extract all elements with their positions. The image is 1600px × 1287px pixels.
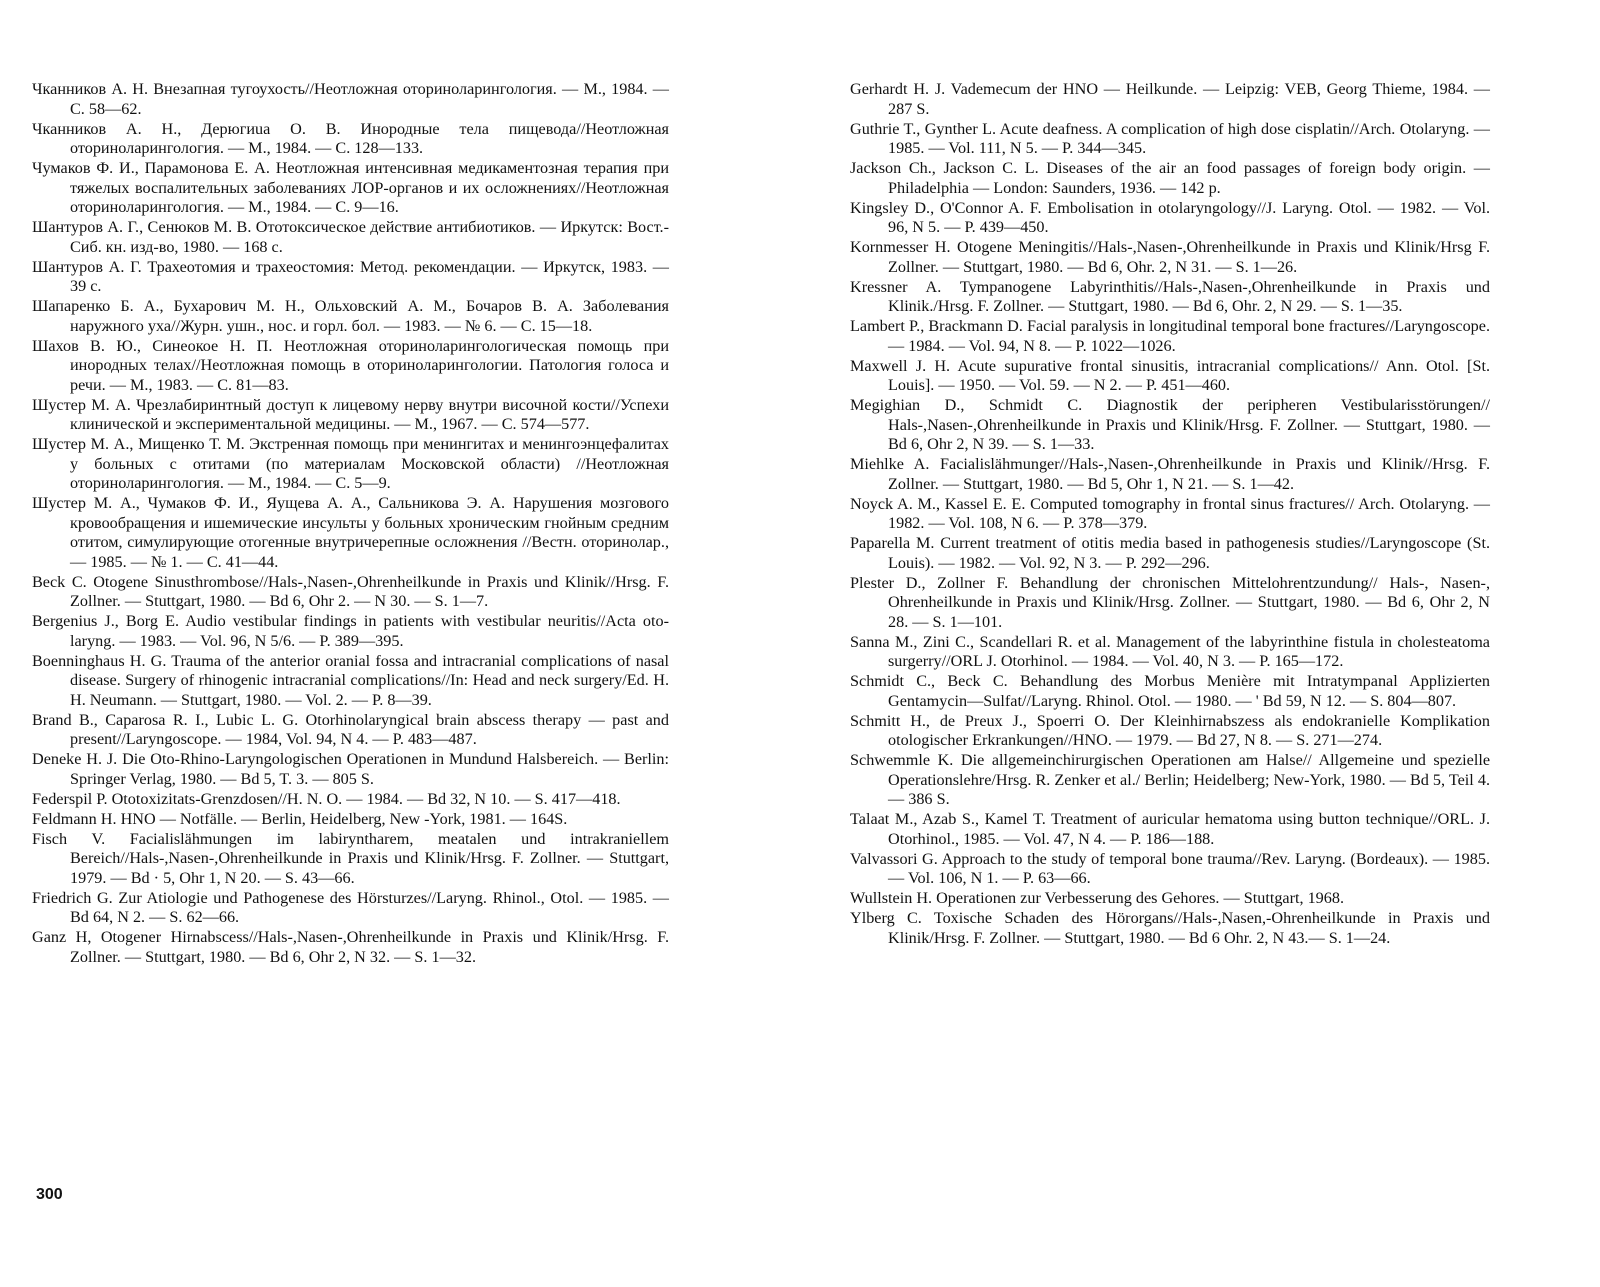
reference-entry: Schmidt C., Beck C. Behandlung des Morbus Menière mit Intratympanal Applizierten Gentamycin—Sulfat//Laryng. Rhinol. Otol. — 1980. — ' Bd 59, N 12. — S. 804—807. bbox=[850, 672, 1490, 710]
reference-entry: Schmitt H., de Preux J., Spoerri O. Der Kleinhirnabszess als endokranielle Komplikation otologischer Erkrankungen//HNO. — 1979. — Bd 27, N 8. — S. 271—274. bbox=[850, 711, 1490, 749]
reference-entry: Lambert P., Brackmann D. Facial paralysis in longitudinal temporal bone fractures//Laryngoscope. — 1984. — Vol. 94, N 8. — P. 1022—1026. bbox=[850, 317, 1490, 355]
reference-entry: Bergenius J., Borg E. Audio vestibular findings in patients with vestibular neuritis//Acta oto-laryng. — 1983. — Vol. 96, N 5/6. — P. 389—395. bbox=[32, 612, 669, 650]
reference-entry: Ganz H, Otogener Hirnabscess//Hals-,Nasen-,Ohrenheilkunde in Praxis und Klinik/Hrsg. F. Zollner. — Stuttgart, 1980. — Bd 6, Ohr 2, N 32. — S. 1—32. bbox=[32, 928, 669, 966]
reference-entry: Чумаков Ф. И., Парамонова Е. А. Неотложная интенсивная медикаментозная терапия при тяжелых воспалительных заболеваниях ЛОР-органов и их осложнениях//Неотложная оториноларингология. — М., 1984. — С. 9—16. bbox=[32, 159, 669, 216]
reference-entry: Шантуров А. Г. Трахеотомия и трахеостомия: Метод. рекомендации. — Иркутск, 1983. — 39 с. bbox=[32, 257, 669, 295]
reference-entry: Fisch V. Facialislähmungen im labiryntharem, meatalen und intrakraniellem Bereich//Hals-,Nasen-,Ohrenheilkunde in Praxis und Klinik/Hrsg. F. Zollner. — Stuttgart, 1979. — Bd · 5, Ohr 1, N 20. — S. 43—66. bbox=[32, 829, 669, 887]
reference-entry: Шапаренко Б. А., Бухарович М. Н., Ольховский А. М., Бочаров В. А. Заболевания наружного уха//Журн. ушн., нос. и горл. бол. — 1983. — № 6. — С. 15—18. bbox=[32, 297, 669, 335]
reference-entry: Valvassori G. Approach to the study of temporal bone trauma//Rev. Laryng. (Bordeaux). — 1985. — Vol. 106, N 1. — P. 63—66. bbox=[850, 849, 1490, 887]
reference-entry: Deneke H. J. Die Oto-Rhino-Laryngologischen Operationen in Mundund Halsbereich. — Berlin: Springer Verlag, 1980. — Bd 5, T. 3. — 805 S. bbox=[32, 750, 669, 788]
reference-entry: Kressner A. Tympanogene Labyrinthitis//Hals-,Nasen-,Ohrenheilkunde in Praxis und Klinik./Hrsg. F. Zollner. — Stuttgart, 1980. — Bd 6, Ohr. 2, N 29. — S. 1—35. bbox=[850, 277, 1490, 315]
reference-entry: Шахов В. Ю., Синеокое Н. П. Неотложная оториноларингологическая помощь при инородных телах//Неотложная помощь в оториноларингологии. Патология голоса и речи. — М., 1983. — С. 81—83. bbox=[32, 336, 669, 394]
reference-entry: Jackson Ch., Jackson C. L. Diseases of the air an food passages of foreign body origin. — Philadelphia — London: Saunders, 1936. — 142 p. bbox=[850, 159, 1490, 197]
reference-entry: Sanna M., Zini C., Scandellari R. et al. Management of the labyrinthine fistula in cholesteatoma surgerry//ORL J. Otorhinol. — 1984. — Vol. 40, N 3. — P. 165—172. bbox=[850, 632, 1490, 670]
reference-entry: Шустер М. А., Мищенко Т. М. Экстренная помощь при менингитах и менингоэнцефалитах у больных с отитами (по материалам Московской области) //Неотложная оториноларингология. — М., 1984. — С. 5—9. bbox=[32, 435, 669, 492]
reference-entry: Boenninghaus H. G. Trauma of the anterior oranial fossa and intracranial complications of nasal disease. Surgery of rhinogenic intracranial complications//In: Head and neck surgery/Ed. H. H. Neumann. — Stuttgart, 1980. — Vol. 2. — P. 8—39. bbox=[32, 651, 669, 709]
reference-entry: Чканников А. Н. Внезапная тугоухость//Неотложная оториноларингология. — М., 1984. — С. 58—62. bbox=[32, 80, 669, 118]
reference-entry: Beck С. Otogene Sinusthrombose//Hals-,Nasen-,Ohrenheilkunde in Praxis und Klinik//Hrsg. F. Zollner. — Stuttgart, 1980. — Bd 6, Ohr 2. — N 30. — S. 1—7. bbox=[32, 572, 669, 610]
reference-entry: Megighian D., Schmidt C. Diagnostik der peripheren Vestibularisstörungen// Hals-,Nasen-,Ohrenheilkunde in Praxis und Klinik/Hrsg. F. Zollner. — Stuttgart, 1980. — Bd 6, Ohr 2, N 39. — S. 1—33. bbox=[850, 396, 1490, 453]
reference-entry: Kornmesser H. Otogene Meningitis//Hals-,Nasen-,Ohrenheilkunde in Praxis und Klinik/Hrsg F. Zollner. — Stuttgart, 1980. — Bd 6, Ohr. 2, N 31. — S. 1—26. bbox=[850, 238, 1490, 276]
reference-entry: Noyck A. M., Kassel E. E. Computed tomography in frontal sinus fractures// Arch. Otolaryng. — 1982. — Vol. 108, N 6. — P. 378—379. bbox=[850, 494, 1490, 532]
reference-entry: Шустер М. А. Чрезлабиринтный доступ к лицевому нерву внутри височной кости//Успехи клинической и экспериментальной медицины. — М., 1967. — С. 574—577. bbox=[32, 395, 669, 433]
reference-entry: Paparella M. Current treatment of otitis media based in pathogenesis studies//Laryngoscope (St. Louis). — 1982. — Vol. 92, N 3. — P. 292—296. bbox=[850, 534, 1490, 572]
reference-entry: Schwemmle K. Die allgemeinchirurgischen Operationen am Halse// Allgemeine und spezielle Operationslehre/Hrsg. R. Zenker et al./ Berlin; Heidelberg; New-York, 1980. — Bd 5, Teil 4. — 386 S. bbox=[850, 751, 1490, 808]
bibliography-left-column bbox=[32, 80, 669, 968]
reference-entry: Plester D., Zollner F. Behandlung der chronischen Mittelohrentzundung// Hals-, Nasen-, Ohrenheilkunde in Praxis und Klinik/Hrsg. Zollner. — Stuttgart, 1980. — Bd 6, Ohr 2, N 28. — S. 1—101. bbox=[850, 573, 1490, 631]
reference-entry: Talaat M., Azab S., Kamel T. Treatment of auricular hematoma using button technique//ORL. J. Otorhinol., 1985. — Vol. 47, N 4. — P. 186—188. bbox=[850, 810, 1490, 848]
reference-entry: Brand B., Caparosa R. I., Lubic L. G. Otorhinolaryngical brain abscess therapy — past and present//Laryngoscope. — 1984, Vol. 94, N 4. — P. 483—487. bbox=[32, 710, 669, 748]
reference-entry: Gerhardt H. J. Vademecum der HNO — Heilkunde. — Leipzig: VEB, Georg Thieme, 1984. — 287 S. bbox=[850, 80, 1490, 118]
reference-entry: Kingsley D., O'Connor A. F. Embolisation in otolaryngology//J. Laryng. Otol. — 1982. — Vol. 96, N 5. — P. 439—450. bbox=[850, 198, 1490, 236]
reference-entry: Federspil P. Ototoxizitats-Grenzdosen//H. N. O. — 1984. — Bd 32, N 10. — S. 417—418. bbox=[32, 789, 621, 808]
reference-entry: Maxwell J. H. Acute supurative frontal sinusitis, intracranial complications// Ann. Otol. [St. Louis]. — 1950. — Vol. 59. — N 2. — P. 451—460. bbox=[850, 356, 1490, 394]
reference-entry: Wullstein H. Operationen zur Verbesserung des Gehores. — Stuttgart, 1968. bbox=[850, 889, 1345, 907]
reference-entry: Ylberg C. Toxische Schaden des Hörorgans//Hals-,Nasen,-Ohrenheilkunde in Praxis und Klinik/Hrsg. F. Zollner. — Stuttgart, 1980. — Bd 6 Ohr. 2, N 43.— S. 1—24. bbox=[850, 909, 1490, 947]
reference-entry: Шустер М. А., Чумаков Ф. И., Яущева А. А., Сальникова Э. А. Нарушения мозгового кровообращения и ишемические инсульты у больных хроническим гнойным средним отитом, симулирующие отогенные внутричерепные осложнения //Вестн. оторинолар., — 1985. — № 1. — С. 41—44. bbox=[32, 494, 669, 571]
page-number: 300 bbox=[36, 1186, 63, 1203]
bibliography-right-column bbox=[850, 80, 1490, 949]
reference-entry: Feldmann H. HNO — Notfälle. — Berlin, Heidelberg, New -York, 1981. — 164S. bbox=[32, 809, 568, 828]
reference-entry: Шантуров А. Г., Сенюков М. В. Ототоксическое действие антибиотиков. — Иркутск: Вост.-Сиб. кн. изд-во, 1980. — 168 с. bbox=[32, 218, 669, 256]
reference-entry: Чканников А. Н., Дерюгиuа О. В. Инородные тела пищевода//Неотложная оториноларингология. — М., 1984. — С. 128—133. bbox=[32, 119, 669, 157]
reference-entry: Miehlke A. Facialislähmunger//Hals-,Nasen-,Ohrenheilkunde in Praxis und Klinik//Hrsg. F. Zollner. — Stuttgart, 1980. — Bd 5, Ohr 1, N 21. — S. 1—42. bbox=[850, 455, 1490, 493]
reference-entry: Friedrich G. Zur Atiologie und Pathogenese des Hörsturzes//Laryng. Rhinol., Otol. — 1985. — Bd 64, N 2. — S. 62—66. bbox=[32, 888, 669, 926]
reference-entry: Guthrie T., Gynther L. Acute deafness. A complication of high dose cisplatin//Arch. Otolaryng. — 1985. — Vol. 111, N 5. — P. 344—345. bbox=[850, 119, 1490, 157]
